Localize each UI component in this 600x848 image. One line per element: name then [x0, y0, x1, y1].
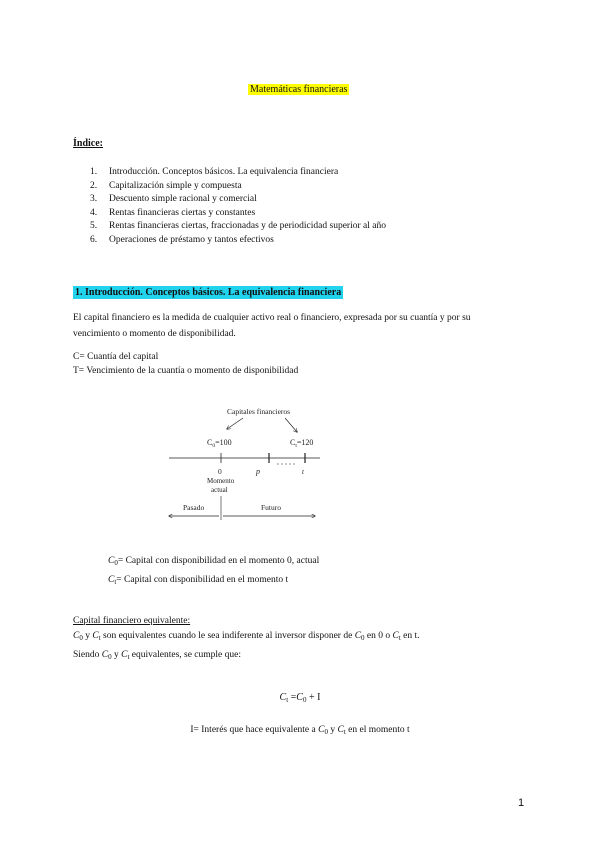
toc-item [90, 180, 386, 194]
equivalence-formula [0, 692, 600, 704]
c0-text: = Capital con disponibilidad en el momento 0, actual [117, 556, 320, 566]
toc-item-text: Rentas financieras ciertas, fraccionadas y de periodicidad superior al año [109, 221, 386, 231]
text-fragment: y [82, 631, 93, 641]
ct-definition [108, 575, 288, 586]
toc-item [90, 193, 386, 207]
page-number: 1 [518, 797, 525, 809]
moment-label-2: actual [211, 486, 228, 494]
symbol-c0: C [101, 650, 109, 660]
subscript: t [98, 634, 101, 642]
toc-item-number: 3. [90, 194, 98, 204]
definition-c: C= Cuantía del capital [73, 352, 159, 362]
subscript: 0 [108, 653, 112, 661]
symbol-ct: C [92, 631, 99, 641]
table-of-contents [90, 166, 386, 247]
c0-label: $C_0=100$ [207, 438, 232, 449]
toc-item-text: Rentas financieras ciertas y constantes [109, 207, 256, 218]
subscript: 0 [79, 634, 83, 642]
ct-symbol: C [108, 575, 115, 585]
toc-item [90, 220, 386, 234]
toc-item [90, 207, 386, 221]
equivalence-condition [73, 650, 241, 661]
arrow-to-ct [285, 418, 297, 432]
c0-symbol: C [108, 556, 115, 566]
section-heading: 1. Introducción. Conceptos básicos. La equivalencia financiera [75, 287, 342, 298]
text-fragment: equivalentes, se cumple que: [129, 650, 241, 660]
symbol-ct: C [392, 631, 399, 641]
tick-p-label: p [256, 467, 260, 476]
symbol-ct: C [121, 650, 128, 660]
text-fragment: y [111, 650, 122, 660]
text-fragment: I= Interés que hace equivalente a [190, 725, 319, 735]
definition-t: T= Vencimiento de la cuantía o momento de disponibilidad [73, 366, 299, 376]
toc-item-number: 4. [90, 207, 98, 218]
tick-t-label: t [302, 468, 304, 476]
tick-0-label: 0 [218, 467, 222, 476]
c0-definition [108, 556, 319, 567]
future-label: Futuro [261, 503, 282, 512]
document-title: Matemáticas financieras [250, 84, 348, 95]
text-fragment: en el momento t [345, 725, 410, 735]
formula-equals: = [288, 692, 297, 703]
toc-item [90, 234, 386, 248]
symbol-c0: C [73, 631, 80, 641]
c0-subscript: 0 [114, 559, 118, 567]
subscript: t [343, 728, 346, 736]
subscript: t [398, 634, 401, 642]
text-fragment: y [327, 725, 338, 735]
diagram-caption: Capitales financieros [227, 407, 291, 416]
symbol-ct: C [337, 725, 344, 735]
formula-ct: C [279, 692, 287, 703]
toc-item-number: 6. [90, 234, 98, 245]
index-heading: Índice: [73, 138, 103, 149]
text-fragment: son equivalentes cuando le sea indiferente al inversor disponer de [100, 631, 355, 641]
formula-plus-i: + I [306, 692, 321, 703]
equivalence-definition [73, 631, 420, 642]
toc-item-text: Operaciones de préstamo y tantos efectivos [109, 234, 274, 245]
interest-definition [0, 725, 600, 736]
formula-c0: C [296, 692, 303, 703]
ct-subscript: t [114, 578, 117, 586]
toc-item-text: Descuento simple racional y comercial [109, 194, 257, 204]
ct-text: = Capital con disponibilidad en el momento t [116, 575, 289, 585]
toc-item-text: Capitalización simple y compuesta [109, 180, 242, 191]
symbol-c0: C [318, 725, 325, 735]
moment-label-1: Momento [207, 477, 235, 485]
toc-item-text: Introducción. Conceptos básicos. La equivalencia financiera [109, 167, 339, 177]
subscript: t [286, 696, 289, 704]
toc-item [90, 166, 386, 180]
intro-paragraph: El capital financiero es la medida de cualquier activo real o financiero, expresada por su cuantía y por su vencimiento o momento de disponibilidad. [73, 313, 471, 339]
subscript: 0 [324, 728, 328, 736]
past-label: Pasado [183, 503, 205, 512]
equivalent-heading: Capital financiero equivalente: [73, 616, 191, 626]
symbol-c0: C [354, 631, 362, 641]
text-fragment: Siendo [73, 650, 102, 660]
arrow-to-c0 [227, 418, 243, 429]
subscript: t [127, 653, 130, 661]
subscript: 0 [302, 696, 307, 704]
toc-item-number: 5. [90, 221, 98, 231]
ct-label: $C_t=120$ [290, 438, 314, 449]
toc-item-number: 2. [90, 180, 98, 191]
text-fragment: en 0 o [364, 631, 393, 641]
subscript: 0 [361, 634, 365, 642]
time-axis-diagram [165, 402, 325, 522]
text-fragment: en t. [400, 631, 420, 641]
toc-item-number: 1. [90, 167, 98, 177]
